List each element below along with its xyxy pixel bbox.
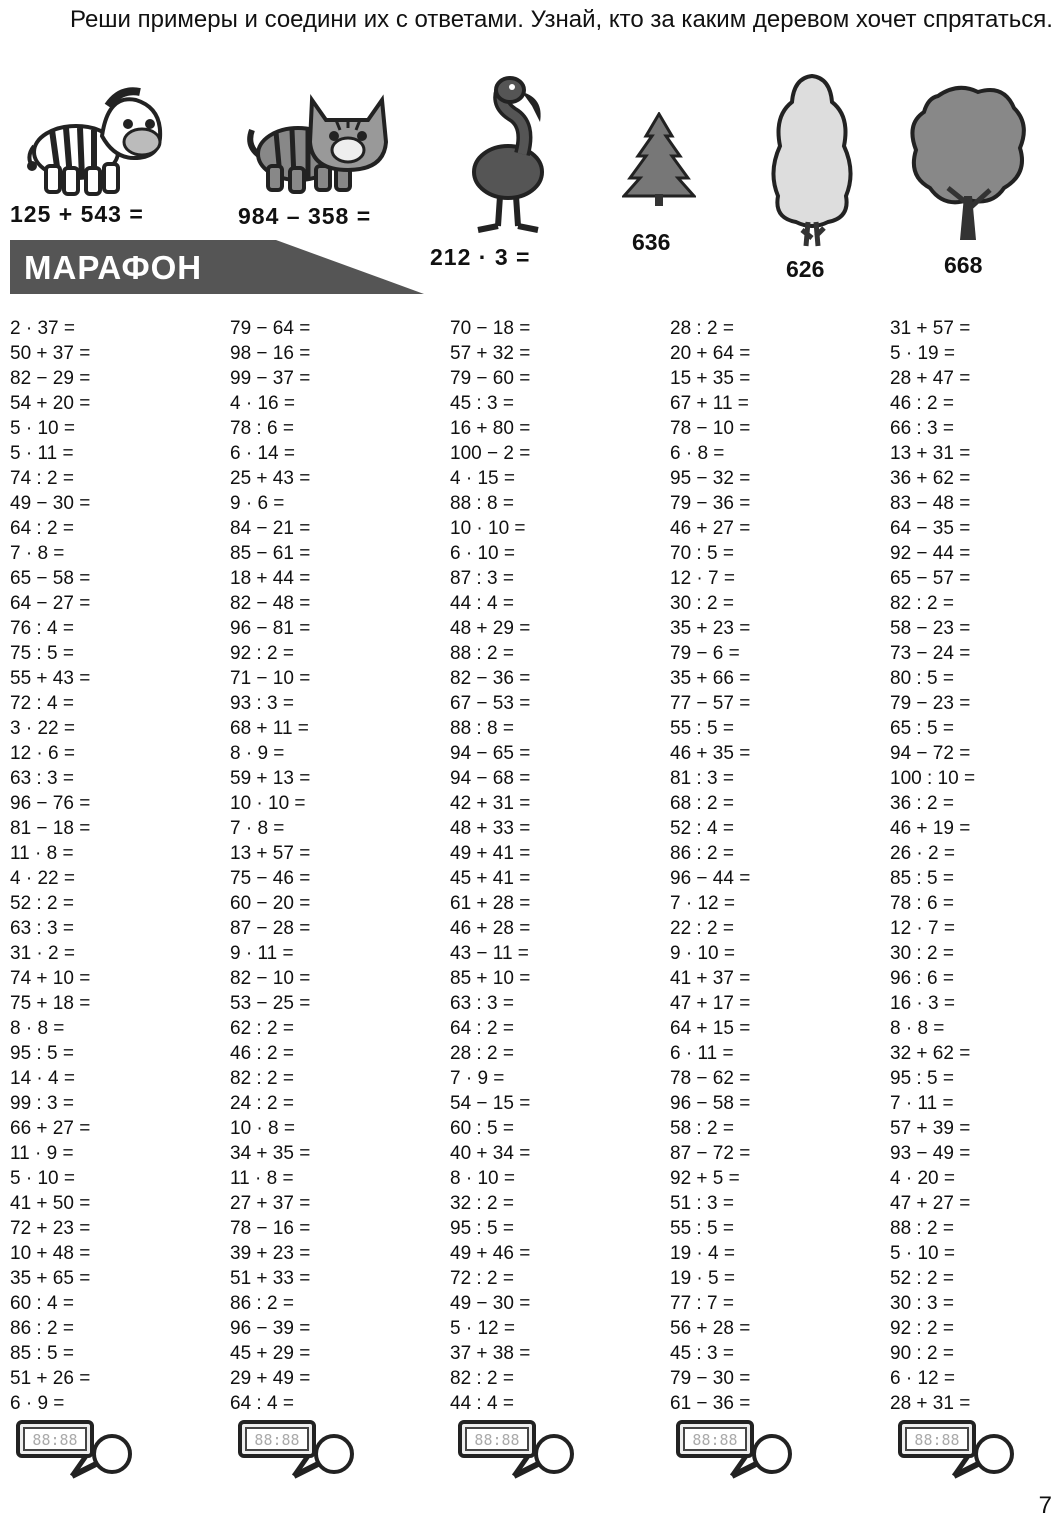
exercise-column-4 bbox=[670, 316, 880, 1416]
exercise-item: 34 + 35 = bbox=[230, 1143, 311, 1164]
fir-tree-illustration bbox=[622, 112, 696, 208]
exercise-item: 86 : 2 = bbox=[230, 1293, 294, 1314]
exercise-item: 87 − 72 = bbox=[670, 1143, 751, 1164]
exercise-item: 74 : 2 = bbox=[10, 468, 74, 489]
exercise-item: 80 : 5 = bbox=[890, 668, 954, 689]
exercise-item: 79 − 6 = bbox=[670, 643, 740, 664]
exercise-item: 56 + 28 = bbox=[670, 1318, 751, 1339]
exercise-item: 28 : 2 = bbox=[450, 1043, 514, 1064]
exercise-item: 45 : 3 = bbox=[670, 1343, 734, 1364]
exercise-item: 27 + 37 = bbox=[230, 1193, 311, 1214]
exercise-item: 86 : 2 = bbox=[10, 1318, 74, 1339]
exercise-item: 58 : 2 = bbox=[670, 1118, 734, 1139]
zebra-expression: 125 + 543 = bbox=[10, 201, 144, 227]
exercise-item: 37 + 38 = bbox=[450, 1343, 531, 1364]
exercise-item: 30 : 2 = bbox=[670, 593, 734, 614]
exercise-item: 78 : 6 = bbox=[890, 893, 954, 914]
timer-display: 88:88 bbox=[692, 1431, 738, 1449]
oak-answer: 668 bbox=[944, 252, 983, 278]
exercise-item: 88 : 8 = bbox=[450, 718, 514, 739]
exercise-column-1 bbox=[10, 316, 220, 1416]
exercise-item: 35 + 23 = bbox=[670, 618, 751, 639]
exercise-item: 22 : 2 = bbox=[670, 918, 734, 939]
exercise-item: 98 − 16 = bbox=[230, 343, 311, 364]
exercise-item: 7 · 8 = bbox=[230, 818, 285, 839]
exercise-item: 70 − 18 = bbox=[450, 318, 531, 339]
exercise-item: 40 + 34 = bbox=[450, 1143, 531, 1164]
exercise-item: 5 · 12 = bbox=[450, 1318, 515, 1339]
exercise-item: 49 + 41 = bbox=[450, 843, 531, 864]
timer-display: 88:88 bbox=[32, 1431, 78, 1449]
instruction-text: Реши примеры и соедини их с ответами. Узнай, кто за каким деревом хочет спрятаться. bbox=[70, 6, 1053, 33]
exercise-item: 46 + 28 = bbox=[450, 918, 531, 939]
exercise-item: 81 : 3 = bbox=[670, 768, 734, 789]
exercise-item: 5 · 19 = bbox=[890, 343, 955, 364]
exercise-item: 79 − 30 = bbox=[670, 1368, 751, 1389]
exercise-item: 57 + 32 = bbox=[450, 343, 531, 364]
exercise-item: 88 : 8 = bbox=[450, 493, 514, 514]
exercise-item: 5 · 10 = bbox=[890, 1243, 955, 1264]
stopwatch-icon bbox=[16, 1420, 136, 1485]
exercise-item: 10 · 8 = bbox=[230, 1118, 295, 1139]
exercise-item: 65 − 57 = bbox=[890, 568, 971, 589]
exercise-item: 6 · 10 = bbox=[450, 543, 515, 564]
exercise-item: 8 · 8 = bbox=[10, 1018, 65, 1039]
exercise-item: 51 + 33 = bbox=[230, 1268, 311, 1289]
exercise-item: 43 − 11 = bbox=[450, 943, 529, 964]
exercise-item: 100 : 10 = bbox=[890, 768, 976, 789]
exercise-item: 96 − 81 = bbox=[230, 618, 311, 639]
exercise-item: 20 + 64 = bbox=[670, 343, 751, 364]
exercise-item: 5 · 10 = bbox=[10, 418, 75, 439]
exercise-item: 65 − 58 = bbox=[10, 568, 91, 589]
exercise-item: 8 · 8 = bbox=[890, 1018, 945, 1039]
stopwatch-icon bbox=[238, 1420, 358, 1485]
exercise-item: 90 : 2 = bbox=[890, 1343, 954, 1364]
exercise-item: 88 : 2 = bbox=[890, 1218, 954, 1239]
exercise-item: 82 − 36 = bbox=[450, 668, 531, 689]
exercise-item: 10 · 10 = bbox=[450, 518, 526, 539]
exercise-item: 44 : 4 = bbox=[450, 593, 514, 614]
exercise-item: 46 + 27 = bbox=[670, 518, 751, 539]
exercise-item: 85 : 5 = bbox=[10, 1343, 74, 1364]
exercise-item: 73 − 24 = bbox=[890, 643, 971, 664]
exercise-item: 7 · 12 = bbox=[670, 893, 735, 914]
exercise-item: 96 − 76 = bbox=[10, 793, 91, 814]
flamingo-illustration bbox=[464, 74, 554, 234]
exercise-item: 48 + 33 = bbox=[450, 818, 531, 839]
exercise-item: 63 : 3 = bbox=[10, 918, 74, 939]
exercise-item: 32 + 62 = bbox=[890, 1043, 971, 1064]
exercise-item: 49 − 30 = bbox=[450, 1293, 531, 1314]
exercise-item: 99 − 37 = bbox=[230, 368, 311, 389]
exercise-item: 55 + 43 = bbox=[10, 668, 91, 689]
exercise-item: 31 · 2 = bbox=[10, 943, 75, 964]
exercise-item: 3 · 22 = bbox=[10, 718, 75, 739]
exercise-item: 72 : 2 = bbox=[450, 1268, 514, 1289]
exercise-item: 60 : 5 = bbox=[450, 1118, 514, 1139]
exercise-item: 53 − 25 = bbox=[230, 993, 311, 1014]
exercise-item: 25 + 43 = bbox=[230, 468, 311, 489]
exercise-item: 87 : 3 = bbox=[450, 568, 514, 589]
exercise-item: 88 : 2 = bbox=[450, 643, 514, 664]
exercise-item: 18 + 44 = bbox=[230, 568, 311, 589]
timer-display: 88:88 bbox=[254, 1431, 300, 1449]
exercise-item: 68 + 11 = bbox=[230, 718, 309, 739]
exercise-item: 57 + 39 = bbox=[890, 1118, 971, 1139]
exercise-item: 45 + 29 = bbox=[230, 1343, 311, 1364]
exercise-item: 72 + 23 = bbox=[10, 1218, 91, 1239]
exercise-item: 52 : 2 = bbox=[10, 893, 74, 914]
exercise-item: 51 + 26 = bbox=[10, 1368, 91, 1389]
exercise-item: 54 + 20 = bbox=[10, 393, 91, 414]
exercise-item: 75 : 5 = bbox=[10, 643, 74, 664]
exercise-item: 28 + 31 = bbox=[890, 1393, 971, 1414]
exercise-item: 8 · 10 = bbox=[450, 1168, 515, 1189]
exercise-item: 63 : 3 = bbox=[450, 993, 514, 1014]
exercise-item: 16 + 80 = bbox=[450, 418, 531, 439]
exercise-item: 82 : 2 = bbox=[230, 1068, 294, 1089]
flamingo-expression: 212 · 3 = bbox=[430, 244, 531, 270]
exercise-item: 8 · 9 = bbox=[230, 743, 285, 764]
exercise-item: 64 : 4 = bbox=[230, 1393, 294, 1414]
exercise-item: 30 : 2 = bbox=[890, 943, 954, 964]
poplar-answer: 626 bbox=[786, 256, 825, 282]
exercise-item: 11 · 8 = bbox=[10, 843, 74, 864]
exercise-item: 64 + 15 = bbox=[670, 1018, 751, 1039]
exercise-item: 55 : 5 = bbox=[670, 1218, 734, 1239]
exercise-item: 15 + 35 = bbox=[670, 368, 751, 389]
exercise-item: 5 · 11 = bbox=[10, 443, 74, 464]
exercise-item: 83 − 48 = bbox=[890, 493, 971, 514]
exercise-item: 9 · 6 = bbox=[230, 493, 285, 514]
exercise-item: 72 : 4 = bbox=[10, 693, 74, 714]
exercise-item: 81 − 18 = bbox=[10, 818, 91, 839]
exercise-item: 28 : 2 = bbox=[670, 318, 734, 339]
exercise-item: 95 − 32 = bbox=[670, 468, 751, 489]
exercise-item: 68 : 2 = bbox=[670, 793, 734, 814]
exercise-item: 82 : 2 = bbox=[450, 1368, 514, 1389]
exercise-item: 42 + 31 = bbox=[450, 793, 531, 814]
exercise-item: 10 · 10 = bbox=[230, 793, 306, 814]
exercise-item: 12 · 7 = bbox=[670, 568, 735, 589]
exercise-item: 46 + 35 = bbox=[670, 743, 751, 764]
exercise-item: 7 · 9 = bbox=[450, 1068, 505, 1089]
exercise-item: 99 : 3 = bbox=[10, 1093, 74, 1114]
exercise-item: 47 + 17 = bbox=[670, 993, 751, 1014]
exercise-item: 78 : 6 = bbox=[230, 418, 294, 439]
exercise-item: 60 − 20 = bbox=[230, 893, 311, 914]
page-number: 7 bbox=[1038, 1492, 1052, 1519]
exercise-item: 16 · 3 = bbox=[890, 993, 955, 1014]
exercise-item: 6 · 11 = bbox=[670, 1043, 734, 1064]
exercise-item: 70 : 5 = bbox=[670, 543, 734, 564]
exercise-item: 51 : 3 = bbox=[670, 1193, 734, 1214]
exercise-item: 96 : 6 = bbox=[890, 968, 954, 989]
exercise-item: 7 · 11 = bbox=[890, 1093, 954, 1114]
exercise-item: 77 : 7 = bbox=[670, 1293, 734, 1314]
exercise-item: 79 − 64 = bbox=[230, 318, 311, 339]
exercise-item: 36 + 62 = bbox=[890, 468, 971, 489]
exercise-item: 82 : 2 = bbox=[890, 593, 954, 614]
exercise-item: 39 + 23 = bbox=[230, 1243, 311, 1264]
exercise-item: 67 + 11 = bbox=[670, 393, 749, 414]
exercise-item: 47 + 27 = bbox=[890, 1193, 971, 1214]
exercise-item: 93 : 3 = bbox=[230, 693, 294, 714]
exercise-item: 41 + 37 = bbox=[670, 968, 751, 989]
poplar-tree-illustration bbox=[766, 72, 858, 250]
exercise-item: 49 + 46 = bbox=[450, 1243, 531, 1264]
exercise-item: 7 · 8 = bbox=[10, 543, 65, 564]
exercise-item: 62 : 2 = bbox=[230, 1018, 294, 1039]
exercise-item: 46 : 2 = bbox=[890, 393, 954, 414]
exercise-item: 84 − 21 = bbox=[230, 518, 311, 539]
exercise-item: 52 : 4 = bbox=[670, 818, 734, 839]
exercise-item: 26 · 2 = bbox=[890, 843, 955, 864]
stopwatch-icon bbox=[676, 1420, 796, 1485]
exercise-item: 36 : 2 = bbox=[890, 793, 954, 814]
exercise-item: 4 · 16 = bbox=[230, 393, 295, 414]
exercise-item: 46 : 2 = bbox=[230, 1043, 294, 1064]
exercise-item: 45 + 41 = bbox=[450, 868, 531, 889]
exercise-item: 64 − 27 = bbox=[10, 593, 91, 614]
exercise-item: 63 : 3 = bbox=[10, 768, 74, 789]
exercise-item: 79 − 23 = bbox=[890, 693, 971, 714]
exercise-item: 24 : 2 = bbox=[230, 1093, 294, 1114]
exercise-item: 6 · 12 = bbox=[890, 1368, 955, 1389]
exercise-column-5 bbox=[890, 316, 1064, 1416]
exercise-item: 85 + 10 = bbox=[450, 968, 531, 989]
exercise-item: 10 + 48 = bbox=[10, 1243, 91, 1264]
exercise-item: 78 − 10 = bbox=[670, 418, 751, 439]
exercise-item: 100 − 2 = bbox=[450, 443, 531, 464]
exercise-item: 60 : 4 = bbox=[10, 1293, 74, 1314]
exercise-column-2 bbox=[230, 316, 440, 1416]
exercise-item: 52 : 2 = bbox=[890, 1268, 954, 1289]
exercise-item: 6 · 14 = bbox=[230, 443, 295, 464]
exercise-item: 13 + 57 = bbox=[230, 843, 311, 864]
exercise-item: 9 · 10 = bbox=[670, 943, 735, 964]
exercise-item: 59 + 13 = bbox=[230, 768, 311, 789]
exercise-item: 96 − 39 = bbox=[230, 1318, 311, 1339]
exercise-item: 2 · 37 = bbox=[10, 318, 75, 339]
exercise-item: 95 : 5 = bbox=[10, 1043, 74, 1064]
exercise-item: 12 · 7 = bbox=[890, 918, 955, 939]
exercise-item: 11 · 9 = bbox=[10, 1143, 74, 1164]
exercise-item: 35 + 65 = bbox=[10, 1268, 91, 1289]
exercise-item: 71 − 10 = bbox=[230, 668, 311, 689]
exercise-item: 92 − 44 = bbox=[890, 543, 971, 564]
exercise-item: 30 : 3 = bbox=[890, 1293, 954, 1314]
exercise-item: 82 − 48 = bbox=[230, 593, 311, 614]
exercise-item: 32 : 2 = bbox=[450, 1193, 514, 1214]
exercise-item: 74 + 10 = bbox=[10, 968, 91, 989]
exercise-item: 19 · 4 = bbox=[670, 1243, 735, 1264]
exercise-item: 6 · 8 = bbox=[670, 443, 725, 464]
exercise-item: 64 : 2 = bbox=[10, 518, 74, 539]
exercise-item: 66 + 27 = bbox=[10, 1118, 91, 1139]
exercise-item: 14 · 4 = bbox=[10, 1068, 75, 1089]
cat-expression: 984 – 358 = bbox=[238, 203, 372, 229]
exercise-item: 35 + 66 = bbox=[670, 668, 751, 689]
exercise-item: 75 − 46 = bbox=[230, 868, 311, 889]
exercise-item: 54 − 15 = bbox=[450, 1093, 531, 1114]
exercise-item: 94 − 65 = bbox=[450, 743, 531, 764]
exercise-item: 29 + 49 = bbox=[230, 1368, 311, 1389]
exercise-item: 76 : 4 = bbox=[10, 618, 74, 639]
exercise-item: 28 + 47 = bbox=[890, 368, 971, 389]
exercise-item: 86 : 2 = bbox=[670, 843, 734, 864]
exercise-item: 94 − 68 = bbox=[450, 768, 531, 789]
exercise-item: 41 + 50 = bbox=[10, 1193, 91, 1214]
exercise-columns bbox=[10, 316, 1060, 1416]
exercise-item: 9 · 11 = bbox=[230, 943, 294, 964]
exercise-item: 96 − 44 = bbox=[670, 868, 751, 889]
exercise-item: 6 · 9 = bbox=[10, 1393, 65, 1414]
oak-tree-illustration bbox=[908, 84, 1028, 244]
exercise-item: 78 − 62 = bbox=[670, 1068, 751, 1089]
exercise-item: 49 − 30 = bbox=[10, 493, 91, 514]
exercise-item: 92 : 2 = bbox=[230, 643, 294, 664]
exercise-item: 12 · 6 = bbox=[10, 743, 75, 764]
exercise-item: 46 + 19 = bbox=[890, 818, 971, 839]
exercise-item: 85 : 5 = bbox=[890, 868, 954, 889]
exercise-item: 79 − 36 = bbox=[670, 493, 751, 514]
timer-display: 88:88 bbox=[474, 1431, 520, 1449]
exercise-item: 11 · 8 = bbox=[230, 1168, 294, 1189]
exercise-item: 82 − 10 = bbox=[230, 968, 311, 989]
exercise-item: 61 + 28 = bbox=[450, 893, 531, 914]
exercise-item: 61 − 36 = bbox=[670, 1393, 751, 1414]
zebra-illustration bbox=[24, 86, 166, 198]
exercise-item: 66 : 3 = bbox=[890, 418, 954, 439]
exercise-item: 4 · 20 = bbox=[890, 1168, 955, 1189]
exercise-item: 93 − 49 = bbox=[890, 1143, 971, 1164]
stopwatch-icon bbox=[898, 1420, 1018, 1485]
exercise-item: 45 : 3 = bbox=[450, 393, 514, 414]
stopwatch-icon bbox=[458, 1420, 578, 1485]
exercise-item: 4 · 15 = bbox=[450, 468, 515, 489]
exercise-item: 77 − 57 = bbox=[670, 693, 751, 714]
exercise-item: 94 − 72 = bbox=[890, 743, 971, 764]
exercise-item: 95 : 5 = bbox=[450, 1218, 514, 1239]
exercise-item: 87 − 28 = bbox=[230, 918, 311, 939]
exercise-item: 5 · 10 = bbox=[10, 1168, 75, 1189]
exercise-item: 4 · 22 = bbox=[10, 868, 75, 889]
exercise-item: 55 : 5 = bbox=[670, 718, 734, 739]
exercise-item: 65 : 5 = bbox=[890, 718, 954, 739]
exercise-item: 96 − 58 = bbox=[670, 1093, 751, 1114]
exercise-item: 50 + 37 = bbox=[10, 343, 91, 364]
exercise-item: 67 − 53 = bbox=[450, 693, 531, 714]
exercise-item: 64 − 35 = bbox=[890, 518, 971, 539]
exercise-item: 82 − 29 = bbox=[10, 368, 91, 389]
exercise-item: 44 : 4 = bbox=[450, 1393, 514, 1414]
exercise-item: 19 · 5 = bbox=[670, 1268, 735, 1289]
exercise-item: 31 + 57 = bbox=[890, 318, 971, 339]
exercise-item: 64 : 2 = bbox=[450, 1018, 514, 1039]
exercise-item: 85 − 61 = bbox=[230, 543, 311, 564]
cat-illustration bbox=[246, 86, 396, 196]
exercise-item: 13 + 31 = bbox=[890, 443, 971, 464]
banner-title: МАРАФОН bbox=[24, 249, 203, 286]
exercise-item: 58 − 23 = bbox=[890, 618, 971, 639]
exercise-item: 79 − 60 = bbox=[450, 368, 531, 389]
exercise-item: 92 + 5 = bbox=[670, 1168, 740, 1189]
exercise-item: 78 − 16 = bbox=[230, 1218, 311, 1239]
fir-answer: 636 bbox=[632, 229, 671, 255]
exercise-item: 48 + 29 = bbox=[450, 618, 531, 639]
exercise-item: 92 : 2 = bbox=[890, 1318, 954, 1339]
exercise-column-3 bbox=[450, 316, 660, 1416]
exercise-item: 95 : 5 = bbox=[890, 1068, 954, 1089]
timer-display: 88:88 bbox=[914, 1431, 960, 1449]
exercise-item: 75 + 18 = bbox=[10, 993, 91, 1014]
